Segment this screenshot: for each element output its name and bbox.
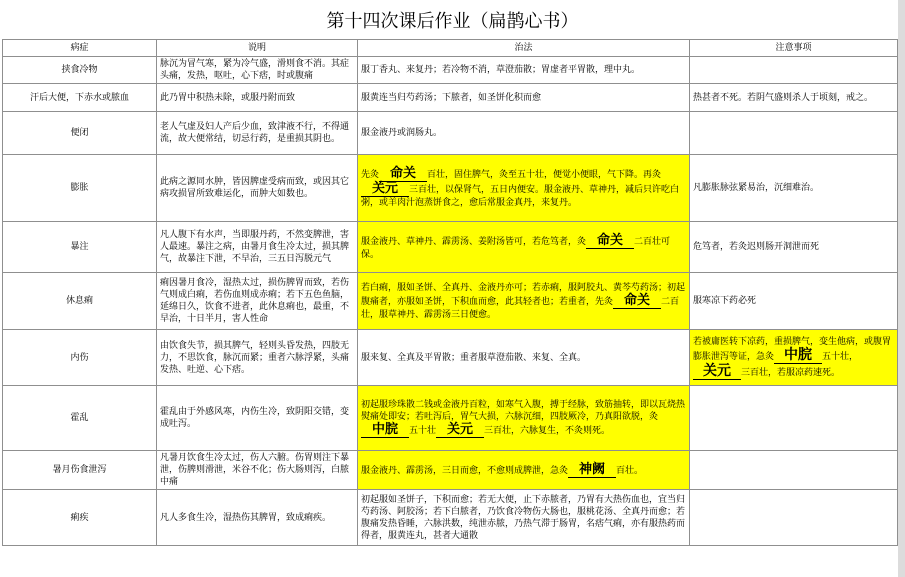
header-explanation: 说明 bbox=[157, 40, 358, 57]
treatment-text: 百壮。 bbox=[616, 465, 644, 476]
disease-cell[interactable]: 便闭 bbox=[3, 112, 157, 155]
treatment-text: 若白痢，服如圣饼、全真丹、金液丹亦可；若赤痢，服阿胶丸、黄芩芍药汤；初起腹痛者，亦服如圣饼，下积血而愈，此其轻者也；若重者， bbox=[361, 282, 686, 307]
acupoint-label: 中脘 bbox=[774, 348, 822, 364]
table-row bbox=[3, 330, 898, 386]
treatment-text: 先灸 bbox=[361, 170, 380, 180]
table-row bbox=[3, 490, 898, 546]
treatment-text: 服金液丹、霹雳汤，三日而愈，不愈则成脾泄，急灸 bbox=[361, 465, 569, 476]
table-row bbox=[3, 386, 898, 451]
table-row bbox=[3, 155, 898, 222]
explanation-cell[interactable]: 凡暑月饮食生冷太过，伤人六腑。伤胃则注下暴泄，伤脾则滑泄，米谷不化；伤大肠则泻，白脓中痛 bbox=[157, 451, 358, 490]
treatment-text: 二百壮可保。 bbox=[361, 236, 671, 260]
notes-cell[interactable] bbox=[690, 112, 898, 155]
table-row bbox=[3, 222, 898, 273]
acupoint-label: 命关 bbox=[379, 167, 427, 182]
treatment-text: 百壮，固住脾气，灸至五十壮，便觉小便眼，气下降。再灸 bbox=[427, 170, 662, 180]
acupoint-label: 命关 bbox=[586, 234, 634, 249]
explanation-cell[interactable]: 老人气虚及妇人产后少血，致津液不行，不得通流，故大便常结，切忌行药，是重损其阴也。 bbox=[157, 112, 358, 155]
explanation-cell[interactable]: 由饮食失节，损其脾气，轻则头昏发热，四肢无力，不思饮食，脉沉而紧；重者六脉浮紧，头痛发热、吐逆、心下痞。 bbox=[157, 330, 358, 386]
treatment-text: 服丁香丸、来复丹；若冷物不消，草澄茄散；胃虚者平胃散，理中丸。 bbox=[361, 65, 641, 75]
notes-cell[interactable]: 凡膨胀脉弦紧易治，沉细难治。 bbox=[690, 155, 898, 222]
notes-cell[interactable] bbox=[690, 330, 898, 386]
disease-cell[interactable]: 暑月伤食泄泻 bbox=[3, 451, 157, 490]
acupoint-label: 关元 bbox=[361, 182, 409, 197]
treatment-cell[interactable] bbox=[358, 84, 690, 112]
disease-cell[interactable]: 汗后大便，下赤水或脓血 bbox=[3, 84, 157, 112]
table-row bbox=[3, 112, 898, 155]
treatment-cell[interactable] bbox=[358, 57, 690, 84]
table-row bbox=[3, 273, 898, 330]
header-notes: 注意事项 bbox=[690, 40, 898, 57]
treatment-text: 初起服珍珠散二钱或金液丹百粒，如寒气入腹，搏于经脉，致筋抽转，即以瓦烧热熨痛处即安；若吐泻后，胃气大损，六脉沉细，四肢厥冷，乃真阳欲脱，灸 bbox=[361, 399, 686, 422]
acupoint-label: 神阙 bbox=[568, 463, 616, 478]
table-row bbox=[3, 84, 898, 112]
treatment-text: 初起服如圣饼子，下积而愈；若无大便，止下赤脓者，乃胃有大热伤血也，宜当归芍药汤、阿胶汤；若下白脓者，乃饮食冷物伤大肠也，服桃花汤、全真丹而愈；若腹痛发热昏睡，六脉洪数，纯泄赤脓，乃热气滞于肠胃，名痞气痢，亦有服热药而得者，服黄连丸，甚者大通散 bbox=[361, 494, 686, 541]
notes-text: 急灸 bbox=[756, 351, 775, 362]
disease-cell[interactable]: 霍乱 bbox=[3, 386, 157, 451]
treatment-cell[interactable] bbox=[358, 112, 690, 155]
notes-cell[interactable] bbox=[690, 451, 898, 490]
treatment-text: 服来复、全真及平胃散；重者服草澄茄散、来复、全真。 bbox=[361, 352, 587, 363]
treatment-cell[interactable] bbox=[358, 330, 690, 386]
table-row bbox=[3, 451, 898, 490]
treatment-cell[interactable] bbox=[358, 273, 690, 330]
acupoint-label: 中脘 bbox=[361, 423, 409, 438]
acupoint-label: 命关 bbox=[613, 294, 661, 309]
acupoint-label: 关元 bbox=[693, 364, 741, 380]
treatment-text: 三百壮，六脉复生，不灸则死。 bbox=[484, 425, 611, 436]
header-disease: 病症 bbox=[3, 40, 157, 57]
explanation-cell[interactable]: 痢因暑月食冷，湿热太过，损伤脾胃而致，若伤气则成白痢，若伤血则成赤痢；若下五色鱼脑，延绵日久，饮食不进者，此休息痢也，最重，不早治，十日半月，害人性命 bbox=[157, 273, 358, 330]
explanation-cell[interactable]: 脉沉为冒气寒，紧为冷气盛，滑则食不消。其症头痛，发热，呕吐，心下痞，时或腹痛 bbox=[157, 57, 358, 84]
notes-cell[interactable]: 危笃者，若灸迟则肠开洞泄而死 bbox=[690, 222, 898, 273]
table-row bbox=[3, 57, 898, 84]
notes-cell[interactable] bbox=[690, 57, 898, 84]
treatment-text: 服金液丹、草神丹、霹雳汤、姜附汤皆可，若危笃者，灸 bbox=[361, 236, 587, 247]
treatment-text: 服黄连当归芍药汤；下脓者，如圣饼化积而愈 bbox=[361, 92, 542, 103]
treatment-cell[interactable] bbox=[358, 222, 690, 273]
sheet-edge bbox=[898, 0, 905, 577]
notes-cell[interactable]: 热甚者不死。若阴气盛则杀人于顷刻，戒之。 bbox=[690, 84, 898, 112]
treatment-cell[interactable] bbox=[358, 386, 690, 451]
header-row bbox=[3, 40, 898, 57]
treatment-text: 三百壮，以保肾气，五日内便安。服金液丹、草神丹，减后只许吃白粥，或羊肉汁泡蒸饼食之，愈后常服金真丹，来复丹。 bbox=[361, 185, 680, 208]
explanation-cell[interactable]: 此乃胃中积热未除，或服丹附而致 bbox=[157, 84, 358, 112]
treatment-text: 二百壮，服草神丹、霹雳汤三日便愈。 bbox=[361, 296, 680, 320]
treatment-cell[interactable] bbox=[358, 155, 690, 222]
disease-cell[interactable]: 痢疾 bbox=[3, 490, 157, 546]
notes-text: 五十壮， bbox=[822, 351, 859, 362]
notes-text: ，若服凉药速死。 bbox=[768, 367, 841, 378]
disease-cell[interactable]: 挟食冷物 bbox=[3, 57, 157, 84]
acupoint-label: 关元 bbox=[436, 423, 484, 438]
treatment-text: 先灸 bbox=[595, 296, 614, 307]
explanation-cell[interactable]: 凡人腹下有水声，当即服丹药，不然变脾泄，害人最速。暴注之病，由暑月食生冷太过，损其脾气，故暴注下泄，不早治，三五日泻脱元气 bbox=[157, 222, 358, 273]
disease-cell[interactable]: 休息痢 bbox=[3, 273, 157, 330]
treatment-text: 服金液丹或润肠丸。 bbox=[361, 128, 443, 138]
disease-cell[interactable]: 内伤 bbox=[3, 330, 157, 386]
homework-table bbox=[2, 39, 898, 546]
treatment-cell[interactable] bbox=[358, 490, 690, 546]
treatment-text: 五十壮 bbox=[409, 425, 437, 436]
explanation-cell[interactable]: 凡人多食生冷，湿热伤其脾胃，致成痢疾。 bbox=[157, 490, 358, 546]
document-title: 第十四次课后作业（扁鹊心书） bbox=[326, 11, 579, 32]
notes-text: 三百壮 bbox=[741, 367, 769, 378]
disease-cell[interactable]: 膨胀 bbox=[3, 155, 157, 222]
notes-cell[interactable] bbox=[690, 386, 898, 451]
notes-cell[interactable] bbox=[690, 490, 898, 546]
explanation-cell[interactable]: 霍乱由于外感风寒，内伤生冷，致阴阳交错，变成吐泻。 bbox=[157, 386, 358, 451]
explanation-cell[interactable]: 此病之源同水肿，皆因脾虚受病而致，或因其它病攻损冒所致难运化，而肿大如数也。 bbox=[157, 155, 358, 222]
treatment-cell[interactable] bbox=[358, 451, 690, 490]
header-treatment: 治法 bbox=[358, 40, 690, 57]
disease-cell[interactable]: 暴注 bbox=[3, 222, 157, 273]
notes-cell[interactable]: 服寒凉下药必死 bbox=[690, 273, 898, 330]
notes-text: 若被庸医转下凉药，重损脾气，变生他病，或腹胃膨胀泄泻等证， bbox=[693, 336, 892, 362]
